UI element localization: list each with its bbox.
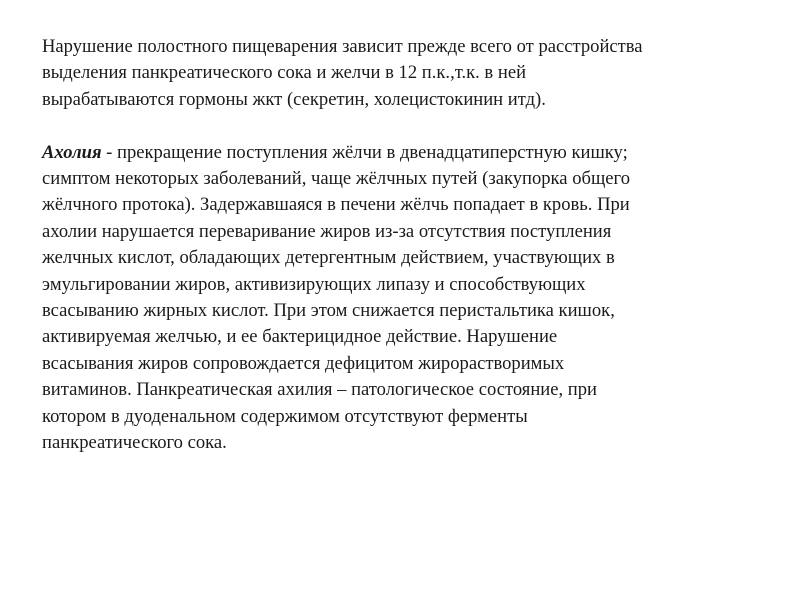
paragraph-line: витаминов. Панкреатическая ахилия – патологическое состояние, при bbox=[42, 379, 597, 401]
acholia-definition-start: - прекращение поступления жёлчи в двенадцатиперстную кишку; bbox=[101, 141, 628, 163]
paragraph-line bbox=[42, 140, 782, 166]
paragraph-line: симптом некоторых заболеваний, чаще жёлчных путей (закупорка общего bbox=[42, 168, 630, 190]
paragraph-line: всасыванию жирных кислот. При этом снижается перистальтика кишок, bbox=[42, 300, 615, 322]
paragraph-line: эмульгировании жиров, активизирующих липазу и способствующих bbox=[42, 273, 586, 295]
acholia-term: Ахолия bbox=[42, 141, 102, 163]
paragraph-line: желчных кислот, обладающих детергентным действием, участвующих в bbox=[42, 247, 615, 269]
paragraph-gap bbox=[42, 113, 782, 139]
paragraph-line: выделения панкреатического сока и желчи в 12 п.к.,т.к. в ней bbox=[42, 62, 527, 84]
paragraph-acholia bbox=[42, 140, 782, 457]
text-block bbox=[42, 34, 782, 456]
paragraph-line: активируемая желчью, и ее бактерицидное действие. Нарушение bbox=[42, 326, 558, 348]
paragraph-line: Нарушение полостного пищеварения зависит прежде всего от расстройства bbox=[42, 36, 643, 57]
paragraph-digestion bbox=[42, 34, 782, 113]
paragraph-line: ахолии нарушается переваривание жиров из-за отсутствия поступления bbox=[42, 220, 612, 242]
paragraph-line: всасывания жиров сопровождается дефицитом жирорастворимых bbox=[42, 352, 565, 374]
paragraph-line: жёлчного протока). Задержавшаяся в печени жёлчь попадает в кровь. При bbox=[42, 194, 630, 216]
paragraph-line: панкреатического сока. bbox=[42, 432, 227, 454]
paragraph-line: котором в дуоденальном содержимом отсутствуют ферменты bbox=[42, 405, 528, 427]
paragraph-line: вырабатываются гормоны жкт (секретин, холецистокинин итд). bbox=[42, 88, 546, 110]
